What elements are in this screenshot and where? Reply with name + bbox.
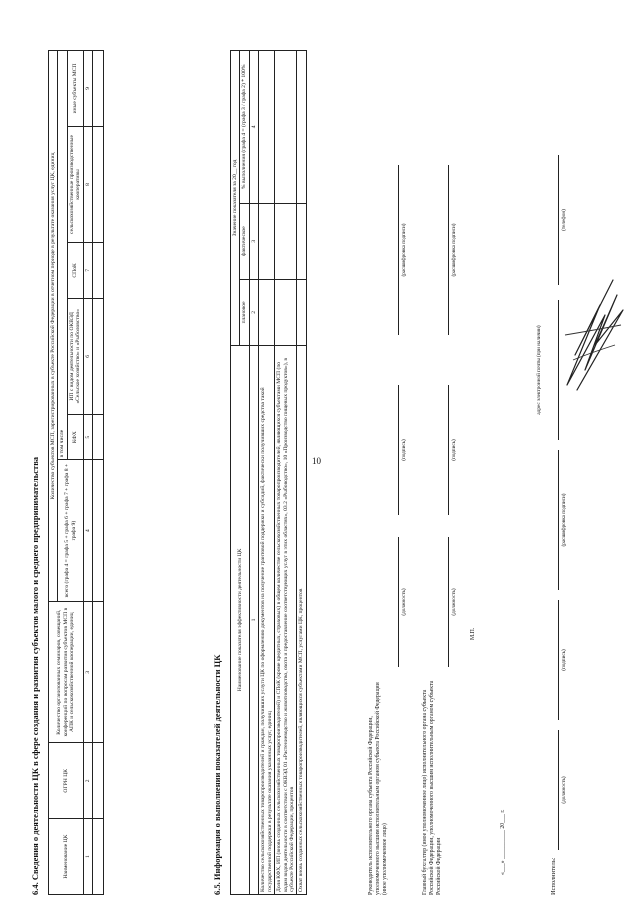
handwritten-scribble [555, 275, 630, 395]
signature-line [448, 385, 449, 515]
section-64-title: 6.4. Сведения о деятельности ЦК в сфере создания и развития субъектов малого и среднего предпринимательства [30, 456, 40, 895]
th-indicator: Наименование показателя эффективности деятельности ЦК [231, 345, 250, 894]
decoding-line [398, 165, 399, 335]
th-ogrn: ОГРН ЦК [49, 743, 84, 819]
decoding-caption: (расшифровка подписи) [401, 223, 407, 277]
empty-cell [275, 51, 297, 204]
position-line [448, 537, 449, 667]
col-num: 1 [249, 345, 258, 894]
table-row [259, 51, 275, 895]
th-total: всего (графа 4 = графа 5 + графа 6 + графа 7 + графа 8 + графа 9) [58, 460, 83, 602]
table-row [93, 51, 104, 895]
empty-cell [259, 51, 275, 204]
decoding-caption: (расшифровка подписи) [561, 493, 567, 547]
page-number: 10 [312, 456, 321, 466]
head-signatory-text: Руководитель исполнительного органа субъекта Российской Федерации, уполномоченного высшим исполнительным органом субъекта Российской Федерации (иное уполномоченное лицо) [368, 682, 389, 895]
signature-line [398, 385, 399, 515]
indicator-text: Охват вновь созданных сельскохозяйственных товаропроизводителей, являющихся субъектами МСП, услугами ЦК, процентов [297, 345, 306, 894]
email-caption: адрес электронной почты (при наличии) [536, 325, 542, 415]
empty-cell [93, 126, 104, 242]
column-number-row [83, 51, 92, 895]
th-prod-coop: сельскохозяйственные производственные кооперативы [67, 126, 83, 242]
position-line [398, 537, 399, 667]
th-percent: % выполнения (графа 4 = (графа 3 / графа 2) * 100% [240, 51, 249, 204]
signature-caption: (подпись) [561, 649, 567, 671]
col-num: 3 [83, 601, 92, 743]
col-num: 7 [83, 243, 92, 299]
signature-caption: (подпись) [401, 439, 407, 461]
th-value-group: Значение показателя за 20__ год [231, 51, 240, 346]
empty-cell [93, 298, 104, 414]
empty-cell [93, 414, 104, 459]
th-plan: плановое [240, 279, 249, 345]
col-num: 9 [83, 51, 92, 127]
col-num: 3 [249, 203, 258, 279]
th-kfh: КФХ [67, 414, 83, 459]
empty-cell [93, 51, 104, 127]
decoding-line [558, 450, 559, 590]
empty-cell [297, 279, 306, 345]
position-caption: (должность) [401, 588, 407, 616]
empty-cell [93, 601, 104, 743]
col-num: 8 [83, 126, 92, 242]
empty-cell [275, 279, 297, 345]
empty-cell [93, 743, 104, 819]
indicator-text: Количество сельскохозяйственных товаропроизводителей и граждан, получивших услуги ЦК по оформлению документов на получение грантовой поддержки и субсидий, фактически получивших средства такой государственной поддержки в результате оказания указанных услуг, единиц [259, 345, 275, 894]
position-line [558, 730, 559, 850]
table-row [275, 51, 297, 895]
th-incl: в том числе [58, 51, 67, 460]
th-fact: фактическое [240, 203, 249, 279]
empty-cell [297, 203, 306, 279]
th-events: Количество организованных семинаров, совещаний, конференций по вопросам развития субъектов МСП в АПК и сельскохозяйственной кооперации, единиц [49, 601, 84, 743]
th-name: Наименование ЦК [49, 819, 84, 895]
col-num: 5 [83, 414, 92, 459]
col-num: 4 [249, 51, 258, 204]
executor-label: Исполнитель: [550, 857, 557, 895]
th-msp-group: Количество субъектов МСП, зарегистрированных в субъекте Российской Федерации в отчетном периоде в результате оказания услуг ЦК, единиц [49, 51, 58, 602]
signature-caption: (подпись) [451, 439, 457, 461]
table-64 [48, 50, 104, 895]
accountant-text: Главный бухгалтер (иное уполномоченное лицо) исполнительного органа субъекта Российской Федерации, уполномоченного высшим исполнительным органом субъекта Российской Федерации [422, 680, 443, 895]
col-num: 4 [83, 460, 92, 602]
th-other: иные субъекты МСП [67, 51, 83, 127]
mp-label: М.П. [470, 627, 476, 640]
col-num: 1 [83, 819, 92, 895]
phone-line [558, 155, 559, 285]
date-line: «___» __________ 20___ г. [500, 809, 506, 875]
rotated-page [30, 15, 620, 895]
decoding-line [448, 165, 449, 335]
decoding-caption: (расшифровка подписи) [451, 223, 457, 277]
phone-caption: (телефон) [561, 209, 567, 231]
column-number-row [249, 51, 258, 895]
th-ip: ИП с видом деятельности по ОКВЭД «Сельское хозяйство» и «Рыболовство» [67, 298, 83, 414]
empty-cell [93, 243, 104, 299]
col-num: 2 [83, 743, 92, 819]
empty-cell [259, 203, 275, 279]
th-spok: СПоК [67, 243, 83, 299]
col-num: 6 [83, 298, 92, 414]
empty-cell [259, 279, 275, 345]
indicator-text: Доля КФХ, ИП (вновь созданных сельскохозяйственных товаропроизводителей) и СПоК (кроме кредитных, страховых) в общем количестве сельскохозяйственных товаропроизводителей, являющихся субъектами МСП (по кодам видов деятельности в соответствии с ОКВЭД 01 «Растениеводство и животноводство, охота и предоставление соответствующих услуг в этих областях», 03.2 «Рыбоводство», 10 «Производство пищевых продуктов»), в субъекте Российской Федерации, процентов [275, 345, 297, 894]
table-row [297, 51, 306, 895]
table-65 [230, 50, 307, 895]
col-num: 2 [249, 279, 258, 345]
empty-cell [297, 51, 306, 204]
empty-cell [93, 460, 104, 602]
position-caption: (должность) [451, 588, 457, 616]
position-caption: (должность) [561, 776, 567, 804]
section-65-title: 6.5. Информация о выполнении показателей деятельности ЦК [212, 654, 222, 895]
signature-line [558, 600, 559, 720]
empty-cell [93, 819, 104, 895]
empty-cell [275, 203, 297, 279]
